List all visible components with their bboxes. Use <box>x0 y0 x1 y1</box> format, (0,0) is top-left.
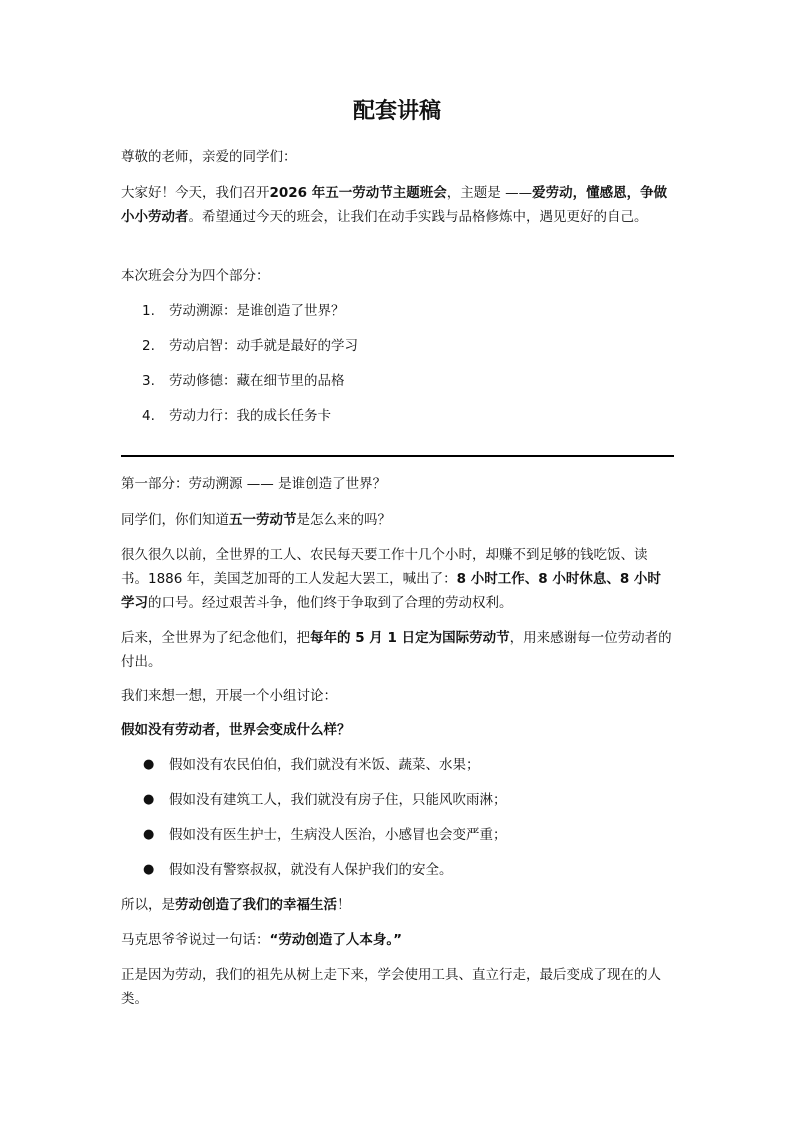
greeting: 尊敬的老师，亲爱的同学们： <box>121 149 297 165</box>
discuss-intro: 我们来想一想，开展一个小组讨论： <box>121 688 337 704</box>
section-divider <box>121 455 674 457</box>
list-item-text: 假如没有农民伯伯，我们就没有米饭、蔬菜、水果； <box>169 757 480 773</box>
q1-text-1: 同学们，你们知道 <box>121 512 229 528</box>
list-item-number: 2. <box>142 338 155 354</box>
intro-text-3: 。希望通过今天的班会，让我们在动手实践与品格修炼中，遇见更好的自己。 <box>188 209 648 225</box>
list-item-text: 劳动启智：动手就是最好的学习 <box>169 338 358 354</box>
list-item-number: 3. <box>142 373 155 389</box>
discuss-question-bold: 假如没有劳动者，世界会变成什么样？ <box>121 722 351 738</box>
list-item-text: 假如没有医生护士，生病没人医治，小感冒也会变严重； <box>169 827 507 843</box>
bullet-icon: ● <box>143 792 155 807</box>
history-bold: 8 小时工作、8 小时休息、8 小时学习 <box>121 571 661 611</box>
list-item-text: 劳动修德：藏在细节里的品格 <box>169 373 345 389</box>
conclusion-bold: 劳动创造了我们的幸福生活 <box>175 897 337 913</box>
conclusion-text-1: 所以，是 <box>121 897 175 913</box>
q1-text-2: 是怎么来的吗？ <box>296 512 391 528</box>
intro-text-2: ，主题是 —— <box>446 185 533 201</box>
conclusion-paragraph <box>121 893 674 917</box>
later-paragraph <box>121 626 674 674</box>
history-paragraph <box>121 543 674 615</box>
list-item-text: 假如没有建筑工人，我们就没有房子住，只能风吹雨淋； <box>169 792 507 808</box>
bullet-icon: ● <box>143 862 155 877</box>
bullet-icon: ● <box>143 757 155 772</box>
discuss-question <box>121 718 674 742</box>
later-text-2: ，用来感谢每一位劳动者的付出。 <box>121 630 672 670</box>
marx-quote-paragraph <box>121 928 674 952</box>
list-item-number: 4. <box>142 408 155 424</box>
intro-text-1: 大家好！今天，我们召开 <box>121 185 270 201</box>
q1-bold: 五一劳动节 <box>229 512 297 528</box>
list-item-text: 假如没有警察叔叔，就没有人保护我们的安全。 <box>169 862 453 878</box>
list-item-number: 1. <box>142 303 155 319</box>
marx-text: 马克思爷爷说过一句话： <box>121 932 270 948</box>
marx-quote: “劳动创造了人本身。” <box>269 932 402 948</box>
page-title: 配套讲稿 <box>352 99 441 124</box>
evolution-paragraph: 正是因为劳动，我们的祖先从树上走下来，学会使用工具、直立行走，最后变成了现在的人类。 <box>121 967 661 1007</box>
question-paragraph <box>121 508 674 532</box>
list-item-text: 劳动溯源：是谁创造了世界？ <box>169 303 345 319</box>
later-text-1: 后来，全世界为了纪念他们，把 <box>121 630 310 646</box>
intro-paragraph <box>121 181 674 229</box>
list-item-text: 劳动力行：我的成长任务卡 <box>169 408 331 424</box>
intro-bold-theme: 爱劳动，懂感恩，争做小小劳动者 <box>121 185 668 225</box>
history-text-1: 很久很久以前，全世界的工人、农民每天要工作十几个小时，却赚不到足够的钱吃饭、读书。1886 年，美国芝加哥的工人发起大罢工，喊出了： <box>121 547 648 587</box>
parts-intro: 本次班会分为四个部分： <box>121 268 270 284</box>
conclusion-text-2: ！ <box>337 897 351 913</box>
history-text-2: 的口号。经过艰苦斗争，他们终于争取到了合理的劳动权利。 <box>148 595 513 611</box>
bullet-icon: ● <box>143 827 155 842</box>
later-bold: 每年的 5 月 1 日定为国际劳动节 <box>310 630 510 646</box>
section-heading: 第一部分：劳动溯源 —— 是谁创造了世界？ <box>121 476 387 492</box>
intro-bold-1: 2026 年五一劳动节主题班会 <box>269 185 447 201</box>
